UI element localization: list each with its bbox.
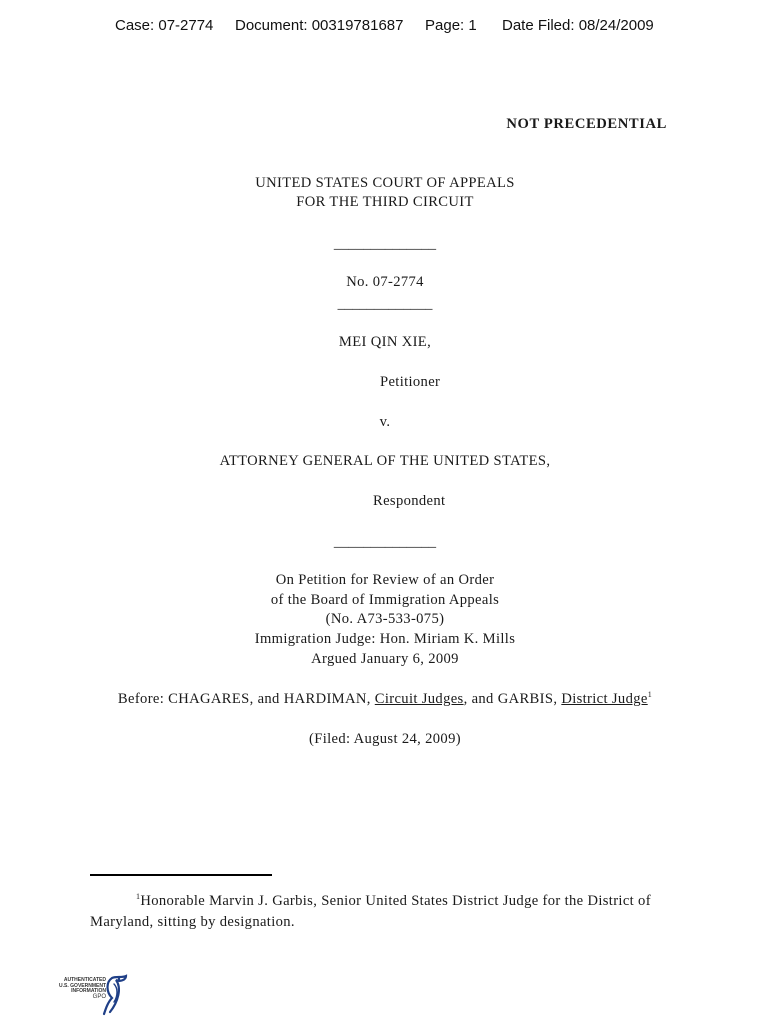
gpo-authentication-logo	[44, 972, 130, 1018]
footnote-mark: 1	[136, 892, 141, 902]
court-name-line2: FOR THE THIRD CIRCUIT	[296, 194, 474, 210]
respondent-name: ATTORNEY GENERAL OF THE UNITED STATES,	[219, 453, 551, 469]
petitioner-role: Petitioner	[380, 374, 441, 390]
petition-line-4: Immigration Judge: Hon. Miriam K. Mills	[254, 631, 516, 647]
panel-judges	[0, 691, 770, 708]
separator-rule-3: ______________	[333, 534, 437, 550]
footnote-line-2: Maryland, sitting by designation.	[90, 914, 295, 930]
petition-line-2: of the Board of Immigration Appeals	[270, 592, 500, 608]
footnote-text-1: Honorable Marvin J. Garbis, Senior United States District Judge for the District of	[140, 893, 651, 909]
footnote-divider	[90, 874, 272, 876]
case-number: No. 07-2774	[346, 274, 424, 290]
petition-line-5: Argued January 6, 2009	[311, 651, 459, 667]
court-name-line1: UNITED STATES COURT OF APPEALS	[255, 175, 515, 191]
separator-rule-1: ______________	[333, 236, 437, 252]
date-filed-header: Date Filed: 08/24/2009	[502, 17, 654, 34]
gpo-logo-mark: GPO	[92, 993, 106, 1000]
petition-line-3: (No. A73-533-075)	[325, 611, 445, 627]
panel-prefix: Before: CHAGARES, and HARDIMAN,	[117, 691, 375, 707]
case-number-header: Case: 07-2774	[115, 17, 214, 34]
eagle-icon	[44, 972, 130, 1018]
precedential-status: NOT PRECEDENTIAL	[506, 116, 667, 132]
document-number-header: Document: 00319781687	[235, 17, 404, 34]
district-judge-label: District Judge	[561, 691, 648, 707]
gpo-logo-line-1: AUTHENTICATED	[63, 977, 106, 983]
footnote-reference: 1	[647, 690, 653, 700]
gpo-logo-line-3: INFORMATION	[71, 988, 106, 995]
separator-rule-2: _____________	[337, 296, 433, 312]
circuit-judges-label: Circuit Judges	[374, 691, 464, 707]
petition-line-1: On Petition for Review of an Order	[275, 572, 495, 588]
gpo-logo-line-2: U.S. GOVERNMENT	[59, 982, 106, 989]
footnote-line-1	[136, 893, 651, 910]
panel-middle: , and GARBIS,	[463, 691, 562, 707]
page-number-header: Page: 1	[425, 17, 477, 34]
versus: v.	[379, 414, 391, 430]
filed-date: (Filed: August 24, 2009)	[309, 731, 461, 747]
petitioner-name: MEI QIN XIE,	[338, 334, 432, 350]
respondent-role: Respondent	[373, 493, 446, 509]
